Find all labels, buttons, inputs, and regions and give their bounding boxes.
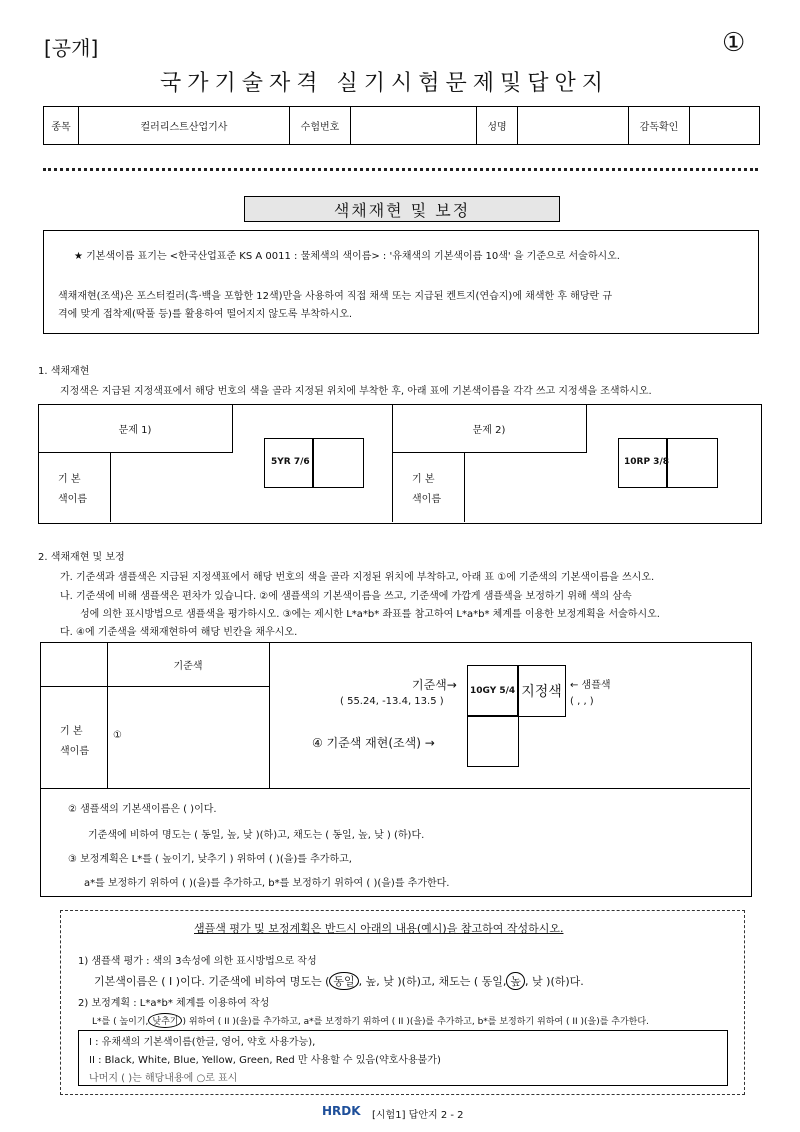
sample-lab-values: ( , , ) <box>570 696 594 707</box>
gijun-lab-values: ( 55.24, -13.4, 13.5 ) <box>340 696 444 707</box>
problem2-basic-label-cell <box>392 452 465 522</box>
name-label: 성명 <box>477 107 518 144</box>
example-line-4-post: ) 위하여 ( II )(을)를 추가하고, a*를 보정하기 위하여 ( II )(을)를 추가하고, b*를 보정하기 위하여 ( II )(을)를 추가한다. <box>182 1017 649 1027</box>
basic-label-b: 색이름 <box>60 746 89 757</box>
example-note-2: II : Black, White, Blue, Yellow, Green, Red 만 사용할 수 있음(약호사용불가) <box>89 1055 441 1066</box>
gamdok-field[interactable] <box>690 107 759 144</box>
q1-heading: 1. 색채재현 <box>38 366 90 377</box>
example-note-1: I : 유채색의 기본색이름(한글, 영어, 약호 사용가능), <box>89 1037 316 1048</box>
footer-text: [시험1] 답안지 2 - 2 <box>372 1110 464 1121</box>
example-title: 샘플색 평가 및 보정계획은 반드시 아래의 내용(예시)을 참고하여 작성하시오. <box>194 922 564 935</box>
example-line-4-pre: L*를 ( 높이기, <box>92 1017 149 1027</box>
gijun-header: 기준색 <box>107 642 270 687</box>
problem1-label: 문제 1) <box>38 404 233 453</box>
problem1-basic-label-cell <box>38 452 111 522</box>
circle-1-mark: ① <box>113 730 122 741</box>
color-chip-2b[interactable] <box>666 438 718 488</box>
q2-line-evaluation: 기준색에 비하여 명도는 ( 동일, 높, 낮 )(하)고, 채도는 ( 동일, 높, 낮 ) (하)다. <box>88 830 425 841</box>
circled-dong: 동일 <box>329 972 358 990</box>
q2-line-plan-ab: a*를 보정하기 위하여 ( )(을)를 추가하고, b*를 보정하기 위하여 ( )(을)를 추가한다. <box>84 878 450 889</box>
example-line-2-mid: , 높, 낮 )(하)고, 채도는 ( 동일, <box>358 975 507 988</box>
reproduction-arrow-label: ④ 기준색 재현(조색) → <box>312 736 435 750</box>
dotted-divider <box>43 168 758 171</box>
public-label: [공개] <box>44 36 99 60</box>
circled-nop: 높 <box>506 972 525 990</box>
problem2-answer-field[interactable] <box>465 452 586 522</box>
notice-line-3: 격에 맞게 접착제(딱풀 등)를 활용하여 떨어지지 않도록 부착하시오. <box>58 309 353 320</box>
notice-line-2: 색채재현(조색)은 포스터컬러(흑·백을 포함한 12색)만을 사용하여 직접 채색 또는 지급된 켄트지(연습지)에 채색한 후 해당란 규 <box>58 291 612 302</box>
example-line-4 <box>92 1013 649 1028</box>
jongmok-label: 종목 <box>44 107 79 144</box>
example-line-1: 1) 샘플색 평가 : 색의 3속성에 의한 표시방법으로 작성 <box>78 956 317 967</box>
color-code-1: 5YR 7/6 <box>271 457 310 467</box>
circled-nachugi: 낮추기 <box>148 1013 182 1028</box>
gijun-arrow-label: 기준색→ <box>412 678 457 692</box>
q2-line-sample-name: ② 샘플색의 기본색이름은 ( )이다. <box>68 804 217 815</box>
page-title: 국가기술자격 실기시험문제및답안지 <box>160 71 610 96</box>
page-number-circle: ① <box>722 28 746 58</box>
basic-label-b: 색이름 <box>58 494 87 505</box>
example-line-3: 2) 보정계획 : L*a*b* 체계를 이용하여 작성 <box>78 998 270 1009</box>
reproduction-chip[interactable] <box>467 715 519 767</box>
problem2-label: 문제 2) <box>392 404 587 453</box>
gamdok-label: 감독확인 <box>629 107 690 144</box>
q2-heading: 2. 색채재현 및 보정 <box>38 552 125 563</box>
q2-na-1: 나. 기준색에 비해 샘플색은 편차가 있습니다. ②에 샘플색의 기본색이름을 쓰고, 기준색에 가깝게 샘플색을 보정하기 위해 색의 삼속 <box>60 591 632 602</box>
notice-box <box>43 230 759 334</box>
q1-description: 지정색은 지급된 지정색표에서 해당 번호의 색을 골라 지정된 위치에 부착한 후, 아래 표에 기본색이름을 각각 쓰고 지정색을 조색하시오. <box>60 386 652 397</box>
suheom-field[interactable] <box>351 107 477 144</box>
exam-info-table <box>43 106 760 145</box>
example-note-3: 나머지 ( )는 해당내용에 ○로 표시 <box>89 1073 238 1084</box>
basic-label-a: 기 본 <box>58 474 81 485</box>
example-line-2-pre: 기본색이름은 ( I )이다. 기준색에 비하여 명도는 ( <box>94 975 330 988</box>
jongmok-value: 컬러리스트산업기사 <box>79 107 290 144</box>
problem1-answer-field[interactable] <box>111 452 232 522</box>
gijun-code: 10GY 5/4 <box>470 686 516 696</box>
example-line-2-post: , 낮 )(하)다. <box>525 975 584 988</box>
notice-line-1: ★ 기본색이름 표기는 <한국산업표준 KS A 0011 : 물체색의 색이름> : '유채색의 기본색이름 10색' 을 기준으로 서술하시오. <box>74 251 620 262</box>
sample-chip[interactable]: 지정색 <box>517 665 566 717</box>
color-chip-1b[interactable] <box>312 438 364 488</box>
example-line-2 <box>94 972 584 990</box>
color-chip-2a <box>618 438 668 488</box>
q2-line-plan-l: ③ 보정계획은 L*를 ( 높이기, 낮추기 ) 위하여 ( )(을)를 추가하고, <box>68 854 352 865</box>
q2-ga: 가. 기준색과 샘플색은 지급된 지정색표에서 해당 번호의 색을 골라 지정된 위치에 부착하고, 아래 표 ①에 기준색의 기본색이름을 쓰시오. <box>60 572 655 583</box>
q2-da: 다. ④에 기준색을 색채재현하여 해당 빈칸을 채우시오. <box>60 627 298 638</box>
color-chip-1a <box>264 438 314 488</box>
sample-arrow-label: ← 샘플색 <box>570 680 611 691</box>
q2-answer-1-field[interactable] <box>107 686 270 789</box>
gijun-chip <box>467 665 519 717</box>
name-field[interactable] <box>518 107 629 144</box>
q2-corner-cell <box>40 642 108 687</box>
suheom-label: 수험번호 <box>290 107 351 144</box>
hrdk-logo: HRDK <box>322 1104 361 1118</box>
color-code-2: 10RP 3/8 <box>624 457 669 467</box>
section-title: 색채재현 및 보정 <box>244 196 560 222</box>
example-inner-box <box>78 1030 728 1086</box>
basic-label-a: 기 본 <box>412 474 435 485</box>
q2-basic-label-cell <box>40 686 108 789</box>
basic-label-b: 색이름 <box>412 494 441 505</box>
basic-label-a: 기 본 <box>60 726 83 737</box>
q2-na-2: 성에 의한 표시방법으로 샘플색을 평가하시오. ③에는 제시한 L*a*b* 좌표를 참고하여 L*a*b* 체계를 이용한 보정계획을 서술하시오. <box>80 609 660 620</box>
